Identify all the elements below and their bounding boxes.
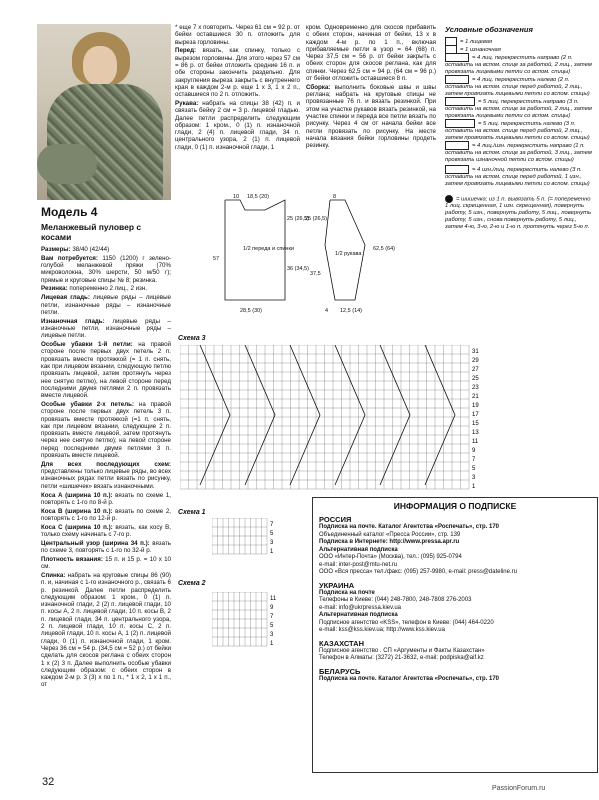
paragraph-heading: Резинка: (41, 285, 68, 293)
legend-symbol-icon (445, 53, 469, 62)
paragraph (41, 461, 171, 490)
paragraph-text: представлены только лицевые ряды, во всех изнаночных рядах петли вязать по рисунку, петли «шишечек» вязать изнаночными. (41, 468, 171, 490)
legend-symbol-icon (445, 195, 453, 203)
legend-symbol-icon (445, 75, 469, 84)
subscription-line: Телефон в Алматы: (3272) 21-3632, e-mail: podpiska@aif.kz (319, 655, 484, 661)
instructions-column-3 (306, 24, 436, 151)
legend-item (445, 97, 595, 120)
paragraph-text: 38/40 (42/44) (70, 246, 110, 253)
svg-text:37,5: 37,5 (310, 271, 321, 277)
row-number: 1 (472, 484, 476, 490)
subscription-line: Альтернативная подписка (319, 546, 398, 553)
paragraph (41, 341, 171, 399)
model-title: Модель 4 (41, 205, 98, 219)
paragraph (306, 24, 436, 82)
legend-text: = 4 лиц./изн. перекрестить направо (1 п. оставить на вспом. спице за работой, 3 лиц., затем провязать изнаночной петли со вспом. спицы) (445, 143, 592, 163)
legend-item (445, 53, 595, 76)
row-number: 1 (270, 641, 274, 647)
svg-text:18,5 (20): 18,5 (20) (247, 194, 270, 200)
row-number: 23 (472, 385, 479, 391)
subscription-line: Подписка на почте. Каталог Агентства «Роспечать», стр. 170 (319, 524, 500, 530)
paragraph-heading: Размеры: (41, 246, 71, 253)
cable-line (290, 345, 320, 485)
row-number: 3 (270, 632, 274, 638)
garment-schematic (205, 190, 405, 325)
legend-symbol-icon (445, 141, 469, 150)
cable-line (245, 345, 275, 485)
paragraph-text: кром. Одновременно для скосов прибавить с обеих сторон, начиная от бейки, 13 х в каждом 4-м р. по 1 п., включая прибавляемые петли в узор = 64 (68) п. Через 37,5 см = 56 р. от бейки закрыть с обеих сторон для скосов реглана, как для спинки. Через 62,5 см = 94 р. (64 см = 96 р.) от бейки отложить оставшиеся 8 п. (306, 24, 436, 83)
paragraph-heading: Особые убавки 2-х петель: (41, 400, 134, 408)
paragraph-text: на правой стороне после первых двух петель 2 п. провязать вместе протяжкой (= 1 п. снять, как при лицевом вязании, следующую петлю провязать лицевой, затем протянуть через нее снятую петлю), на левой стороне перед последними двумя петлями 2 п. провязать вместе лицевой. (41, 341, 171, 400)
subscription-line: e-mail: kss@kss.kiev.ua; http://www.kss.kiev.ua (319, 627, 445, 633)
paragraph-text: вязать по схеме 3, повторять с 1-го по 32-й р. (41, 539, 171, 555)
paragraph (175, 24, 300, 46)
svg-text:36 (34,5): 36 (34,5) (287, 266, 310, 272)
subscription-line: Подписка на почте. Каталог Агентства «Роспечать», стр. 170 (319, 675, 500, 682)
subscription-line: Подписное агентство «KSS», телефон в Киеве: (044) 464-0220 (319, 619, 494, 626)
paragraph-text: набрать на круговые спицы 86 (90) п. и, начиная с 1-го изнаночного р., связать 6 р. резинкой. Далее петли распределить следующим образом: 1 кром., 0 (1) п. изнаночной глади, 2 (2) п. лицевой глади, 10 п. косы А, 2 п. лицевой глади, 10 п. косы В, 2 п. лицевой глади, 34 п. центрального узора, 2 п. лицевой глади, 10 п. косы С, 2 п. лицевой глади, 10 п. косы А, 1 (2) п. лицевой глади, 0 (1) п. изнаночной глади, 1 кром. Через 36 см = 54 р. (34,5 см = 52 р.) от бейки сделать для скосов реглана с обеих сторон 1 х (2) 3 п. Далее выполнить особые убавки следующим образом: с обеих сторон в каждом 2-м р. 3 (3) х по 1 п., * 1 х 2, 1 х 1 п., от (41, 571, 171, 689)
chart-2-label: Схема 2 (178, 580, 206, 587)
subscription-section-title: РОССИЯ (319, 515, 352, 524)
watermark: PassionForum.ru (492, 785, 546, 792)
paragraph-heading: Лицевая гладь: (41, 294, 90, 302)
chart-3 (180, 345, 490, 495)
paragraph (41, 556, 171, 571)
paragraph (41, 508, 171, 523)
paragraph-heading: Сборка: (306, 83, 331, 91)
subscription-section-title: КАЗАХСТАН (319, 638, 364, 648)
chart-1-label: Схема 1 (178, 509, 206, 516)
row-number: 11 (472, 439, 479, 445)
svg-text:57: 57 (213, 256, 220, 262)
legend-item (445, 165, 595, 188)
row-number: 17 (472, 412, 479, 418)
paragraph-text: на правой стороне после первых двух петель 3 п. провязать вместе протяжкой (=1 п. снять, как при лицевом вязании, следующие 2 п. провязать вместе лицевой, затем протянуть через нее снятую петлю); на левой стороне перед последними двумя петлями 3 п. провязать вместе лицевой. (41, 400, 172, 460)
row-number: 11 (270, 596, 277, 602)
paragraph (41, 285, 171, 292)
subscription-line: ООО «Интер-Почта» (Москва), тел.: (095) 925-0794 (319, 554, 462, 560)
page-number: 32 (42, 776, 55, 788)
row-number: 19 (472, 403, 479, 409)
instructions-column-2 (175, 24, 300, 153)
subscription-line: e-mail: inter-post@mtu-net.ru (319, 561, 398, 568)
paragraph-heading: Особые убавки 1-й петли: (41, 341, 133, 349)
row-number: 31 (472, 349, 479, 355)
paragraph-heading: Центральный узор (ширина 34 п.): (41, 539, 150, 547)
legend-text: = 4 лиц. перекрестить направо (2 п. оставить на вспом. спице за работой, 2 лиц., затем провязать лицевыми петли со вспом. спицы) (445, 55, 592, 75)
row-number: 25 (472, 376, 479, 382)
subscription-line: Телефоны в Киеве: (044) 248-7800, 248-7808 276-2003 (319, 597, 472, 603)
paragraph-text: лицевые ряды – изнаночные петли, изнаночные ряды – лицевые петли. (41, 317, 171, 340)
paragraph-heading: Рукава: (175, 99, 199, 107)
paragraph-heading: Коса С (ширина 10 п.): (41, 523, 113, 531)
paragraph-heading: Коса В (ширина 10 п.): (41, 507, 113, 515)
row-number: 29 (472, 358, 479, 364)
cable-line (425, 345, 455, 485)
subscription-title: ИНФОРМАЦИЯ О ПОДПИСКЕ (393, 501, 517, 511)
row-number: 3 (472, 475, 476, 481)
row-number: 7 (270, 522, 274, 528)
paragraph-heading: Спинка: (41, 571, 66, 579)
legend-text: = шишечка: из 1 п. вывязать 5 п. (= попеременно 1 лиц. скрещенная, 1 изн. скрещенная), повернуть работу, 5 изн., повернуть работу, 5 лиц., повернуть работу, 5 изн., снова повернуть работу, 5 лиц., затем 4-ю, 3-ю, 2-ю и 1-ю п. протянуть через 5-ю п. (445, 196, 592, 230)
subscription-line: Подписка на почте (319, 589, 375, 596)
row-number: 7 (472, 457, 476, 463)
svg-text:8: 8 (333, 194, 337, 200)
svg-text:4: 4 (325, 308, 329, 314)
paragraph-text: вязать по схеме 1, повторять с 1-го по 8-й р. (41, 491, 171, 506)
row-number: 15 (472, 421, 479, 427)
row-number: 9 (472, 448, 476, 454)
paragraph (41, 492, 171, 507)
subscription-box (312, 497, 598, 773)
svg-text:28,5 (30): 28,5 (30) (240, 308, 263, 314)
row-number: 5 (270, 623, 274, 629)
subscription-line: Альтернативная подписка (319, 612, 398, 618)
legend-title: Условные обозначения (445, 25, 533, 34)
paragraph (41, 401, 171, 459)
legend-item (445, 195, 595, 231)
model-subtitle: Меланжевый пуловер с косами (41, 222, 142, 242)
subscription-line: Объединенный каталог «Пресса России», стр. 139 (319, 531, 461, 538)
chart-2 (212, 592, 292, 652)
row-number: 27 (472, 367, 479, 373)
paragraph (41, 540, 171, 555)
cable-line (200, 345, 230, 485)
subscription-line: e-mail: info@ukrpressa.kiev.ua (319, 604, 402, 611)
svg-text:10: 10 (233, 194, 240, 200)
paragraph-heading: Плотность вязания: (41, 555, 103, 563)
paragraph-text: лицевые ряды – лицевые петли, изнаночные ряды – изнаночные петли. (41, 294, 171, 316)
legend-text: = 4 лиц. перекрестить налево (2 п. оставить на вспом. спице перед работой, 2 лиц., затем провязать лицевыми петли со вспом. спицы) (445, 77, 590, 97)
legend-item (445, 119, 595, 142)
model-photo (37, 24, 171, 200)
paragraph (41, 524, 171, 539)
paragraph-text: вязать по схеме 2, повторять с 1-го по 12-й р. (41, 507, 171, 522)
row-number: 3 (270, 540, 274, 546)
paragraph-text: 1150 (1200) г зелено-голубой меланжевой пряжи (70% микроволокна, 30% шерсти, 50 м/50 г); прямые и круговые спицы № 8; резинка. (41, 254, 171, 284)
instructions-column-1 (41, 246, 171, 690)
paragraph-heading: Перед: (175, 47, 197, 55)
paragraph (306, 84, 436, 150)
chart-1 (212, 518, 292, 558)
paragraph-text: вязать, как косу В, только схему начинать с 7-го р. (41, 523, 171, 538)
paragraph-heading: Коса А (ширина 10 п.): (41, 491, 113, 499)
back-label: 1/2 переда и спинки (243, 246, 294, 252)
legend-item (445, 75, 595, 98)
paragraph-heading: Для всех последующих схем: (41, 460, 171, 468)
paragraph-text: набрать на спицы 38 (42) п. и связать бейку 2 см = 3 р. лицевой гладью. Далее петли распределить следующим образом: 1 кром., 0 (1) п. изнаночной глади, 2 (4) п. лицевой глади, 34 п. центрального узора, 2 (1) п. лицевой глади, 0 (1) п. изнаночной глади, 1 (175, 99, 300, 151)
row-number: 9 (270, 605, 274, 611)
subscription-section-title: БЕЛАРУСЬ (319, 666, 361, 676)
legend-text: = 1 изнаночная (460, 47, 501, 54)
paragraph-text: 15 п. и 15 р. = 10 х 10 см. (41, 555, 171, 571)
legend-text: = 4 изн./лиц. перекрестить налево (3 п. оставить на вспом. спице перед работой, 1 изн., затем провязать лицевыми петли со вспом. спицы) (445, 167, 590, 187)
svg-text:62,5 (64): 62,5 (64) (373, 246, 396, 252)
row-number: 5 (270, 531, 274, 537)
paragraph (41, 318, 171, 340)
svg-text:25 (26,5): 25 (26,5) (305, 216, 328, 222)
paragraph (41, 246, 171, 253)
paragraph-text: выполнить боковые швы и швы реглана; набрать на круговые спицы не провязанные 76 п. и вязать резинкой. При этом на участке рукавов вязать резинкой, на участке спинки и переда все петли вязать по рисунку. Через 4 см от начала бейки все петли провязать по рисунку. На месте начала вязания бейки горловины продеть резинку. (306, 83, 436, 150)
paragraph-text: попеременно 2 лиц., 2 изн. (67, 285, 148, 293)
paragraph-heading: Вам потребуется: (41, 254, 98, 262)
row-number: 13 (472, 430, 479, 436)
paragraph-heading: Изнаночная гладь: (41, 317, 105, 325)
sleeve-label: 1/2 рукава (335, 251, 362, 257)
legend-item (445, 141, 595, 164)
chart-3-label: Схема 3 (178, 335, 206, 342)
subscription-line: Подписка в Интернете: http://www.pressa.apr.ru (319, 539, 460, 545)
svg-text:25 (26,5): 25 (26,5) (287, 216, 310, 222)
paragraph (175, 47, 300, 98)
legend-symbol-icon (445, 165, 469, 174)
row-number: 1 (270, 549, 274, 555)
legend-symbol-icon (445, 119, 475, 128)
legend-text: = 1 лицевая (460, 39, 493, 46)
legend-text: = 5 лиц. перекрестить направо (3 п. оставить на вспом. спице за работой, 2 лиц., затем провязать лицевыми петли со вспом. спицы) (445, 99, 592, 119)
paragraph-text: * еще 7 х повторить. Через 61 см = 92 р. от бейки оставшиеся 30 п. отложить для выреза горловины. (175, 24, 300, 46)
paragraph (41, 255, 171, 284)
legend-text: = 5 лиц. перекрестить налево (3 п. оставить на вспом. спице перед работой, 2 лиц., затем провязать лицевыми петли со вспом. спицы) (445, 121, 590, 141)
row-number: 5 (472, 466, 476, 472)
row-number: 21 (472, 394, 479, 400)
paragraph (175, 100, 300, 151)
row-number: 7 (270, 614, 274, 620)
subscription-section-title: УКРАИНА (319, 580, 355, 590)
cable-line (380, 345, 410, 485)
paragraph (41, 572, 171, 689)
subscription-line: Подписное агентство . СП «Аргументы и Факты Казахстан» (319, 647, 485, 654)
svg-text:12,5 (14): 12,5 (14) (340, 308, 363, 314)
paragraph (41, 294, 171, 316)
paragraph-text: вязать, как спинку, только с вырезом горловины. Для этого через 57 см = 86 р. от бейки отложить средние 16 п. и обе стороны закончить раздельно. Для закругления выреза закрыть с внутреннего края в каждом 2-м р. еще 1 х 3, 1 х 2 п., оставшиеся по 2 п. отложить. (175, 47, 300, 99)
legend-symbol-icon (445, 97, 475, 106)
subscription-line: ООО «Вся пресса» тел./факс: (095) 257-9980, e-mail: press@dateline.ru (319, 569, 517, 575)
